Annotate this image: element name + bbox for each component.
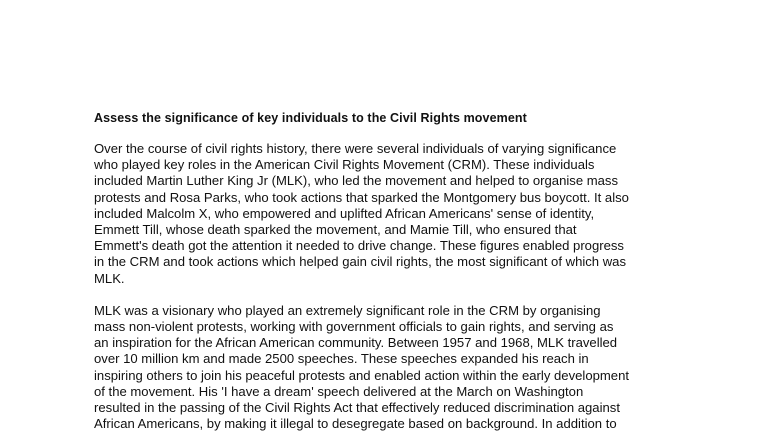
paragraph-line: Emmett's death got the attention it needed to drive change. These figures enabled progress bbox=[94, 238, 624, 254]
paragraph-mlk bbox=[94, 303, 694, 433]
paragraph-line: Emmett Till, whose death sparked the movement, and Mamie Till, who ensured that bbox=[94, 222, 577, 238]
paragraph-line: Over the course of civil rights history, there were several individuals of varying significance bbox=[94, 141, 617, 156]
paragraph-line: protests and Rosa Parks, who took actions that sparked the Montgomery bus boycott. It also bbox=[94, 189, 629, 205]
paragraph-line: of the movement. His 'I have a dream' speech delivered at the March on Washington bbox=[94, 383, 584, 399]
paragraph-line: who played key roles in the American Civil Rights Movement (CRM). These individuals bbox=[94, 157, 595, 173]
paragraph-line: resulted in the passing of the Civil Rights Act that effectively reduced discrimination against bbox=[94, 400, 620, 416]
paragraph-line: in the CRM and took actions which helped gain civil rights, the most significant of which was bbox=[94, 254, 627, 270]
paragraph-line: over 10 million km and made 2500 speeches. These speeches expanded his reach in bbox=[94, 351, 589, 367]
document-title: Assess the significance of key individuals to the Civil Rights movement bbox=[94, 111, 527, 125]
paragraph-line: inspiring others to join his peaceful protests and enabled action within the early development bbox=[94, 367, 629, 383]
paragraph-line: mass non-violent protests, working with government officials to gain rights, and serving as bbox=[94, 319, 614, 335]
paragraph-line: MLK. bbox=[94, 270, 125, 286]
paragraph-line: MLK was a visionary who played an extremely significant role in the CRM by organising bbox=[94, 302, 601, 318]
paragraph-introduction bbox=[94, 141, 694, 287]
paragraph-line: an inspiration for the African American community. Between 1957 and 1968, MLK travelled bbox=[94, 335, 618, 351]
paragraph-line: included Martin Luther King Jr (MLK), who led the movement and helped to organise mass bbox=[94, 173, 619, 189]
paragraph-line: included Malcolm X, who empowered and uplifted African Americans' sense of identity, bbox=[94, 205, 595, 221]
paragraph-line: African Americans, by making it illegal to desegregate based on background. In addition to bbox=[94, 416, 617, 432]
document-body bbox=[94, 110, 694, 441]
